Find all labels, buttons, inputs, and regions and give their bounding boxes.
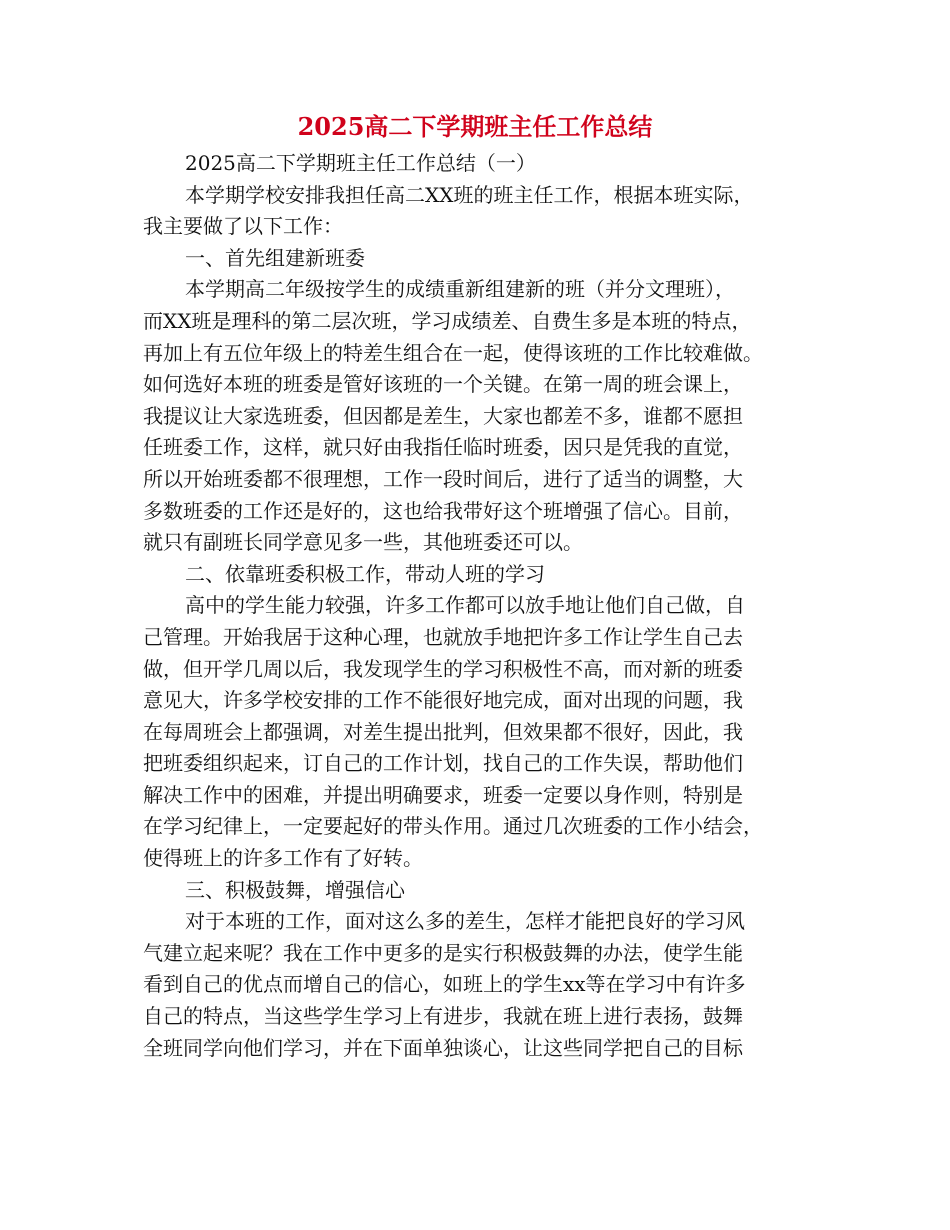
section-heading: 二、依靠班委积极工作，带动人班的学习 bbox=[185, 561, 545, 586]
document-body bbox=[143, 148, 803, 1064]
paragraph-line: 再加上有五位年级上的特差生组合在一起，使得该班的工作比较难做。 bbox=[143, 340, 763, 365]
paragraph-line: 看到自己的优点而增自己的信心，如班上的学生xx等在学习中有许多 bbox=[143, 972, 746, 997]
paragraph-line: 多数班委的工作还是好的，这也给我带好这个班增强了信心。目前， bbox=[143, 498, 743, 523]
paragraph-line: 所以开始班委都不很理想，工作一段时间后，进行了适当的调整，大 bbox=[143, 466, 743, 491]
paragraph-line: 意见大，许多学校安排的工作不能很好地完成，面对出现的问题，我 bbox=[143, 688, 743, 713]
paragraph-line: 如何选好本班的班委是管好该班的一个关键。在第一周的班会课上， bbox=[143, 372, 743, 397]
paragraph-line: 对于本班的工作，面对这么多的差生，怎样才能把良好的学习风 bbox=[185, 909, 745, 934]
paragraph-line: 本学期高二年级按学生的成绩重新组建新的班（并分文理班）， bbox=[185, 277, 735, 302]
paragraph-line: 本学期学校安排我担任高二XX班的班主任工作，根据本班实际， bbox=[185, 182, 754, 207]
paragraph-line: 使得班上的许多工作有了好转。 bbox=[143, 846, 423, 871]
paragraph-line: 就只有副班长同学意见多一些，其他班委还可以。 bbox=[143, 530, 583, 555]
section-heading: 三、积极鼓舞，增强信心 bbox=[185, 877, 405, 902]
document-title: 2025高二下学期班主任工作总结 bbox=[297, 112, 653, 141]
paragraph-line: 在学习纪律上，一定要起好的带头作用。通过几次班委的工作小结会， bbox=[143, 814, 763, 839]
paragraph-line: 我提议让大家选班委，但因都是差生，大家也都差不多，谁都不愿担 bbox=[143, 403, 743, 428]
paragraph-line: 而XX班是理科的第二层次班，学习成绩差、自费生多是本班的特点， bbox=[143, 308, 752, 333]
paragraph-line: 高中的学生能力较强，许多工作都可以放手地让他们自己做，自 bbox=[185, 593, 745, 618]
paragraph-line: 我主要做了以下工作： bbox=[143, 214, 343, 239]
paragraph-line: 自己的特点，当这些学生学习上有进步，我就在班上进行表扬，鼓舞 bbox=[143, 1004, 743, 1029]
paragraph-line: 气建立起来呢？我在工作中更多的是实行积极鼓舞的办法，使学生能 bbox=[143, 940, 743, 965]
paragraph-line: 把班委组织起来，订自己的工作计划，找自己的工作失误，帮助他们 bbox=[143, 751, 743, 776]
paragraph-line: 解决工作中的困难，并提出明确要求，班委一定要以身作则，特别是 bbox=[143, 782, 743, 807]
subtitle-line: 2025高二下学期班主任工作总结（一） bbox=[185, 151, 536, 175]
paragraph-line: 做，但开学几周以后，我发现学生的学习积极性不高，而对新的班委 bbox=[143, 656, 743, 681]
paragraph-line: 在每周班会上都强调，对差生提出批判，但效果都不很好，因此，我 bbox=[143, 719, 743, 744]
section-heading: 一、首先组建新班委 bbox=[185, 245, 365, 270]
paragraph-line: 任班委工作，这样，就只好由我指任临时班委，因只是凭我的直觉， bbox=[143, 435, 743, 460]
paragraph-line: 己管理。开始我居于这种心理，也就放手地把许多工作让学生自己去 bbox=[143, 624, 743, 649]
paragraph-line: 全班同学向他们学习，并在下面单独谈心，让这些同学把自己的目标 bbox=[143, 1035, 743, 1060]
